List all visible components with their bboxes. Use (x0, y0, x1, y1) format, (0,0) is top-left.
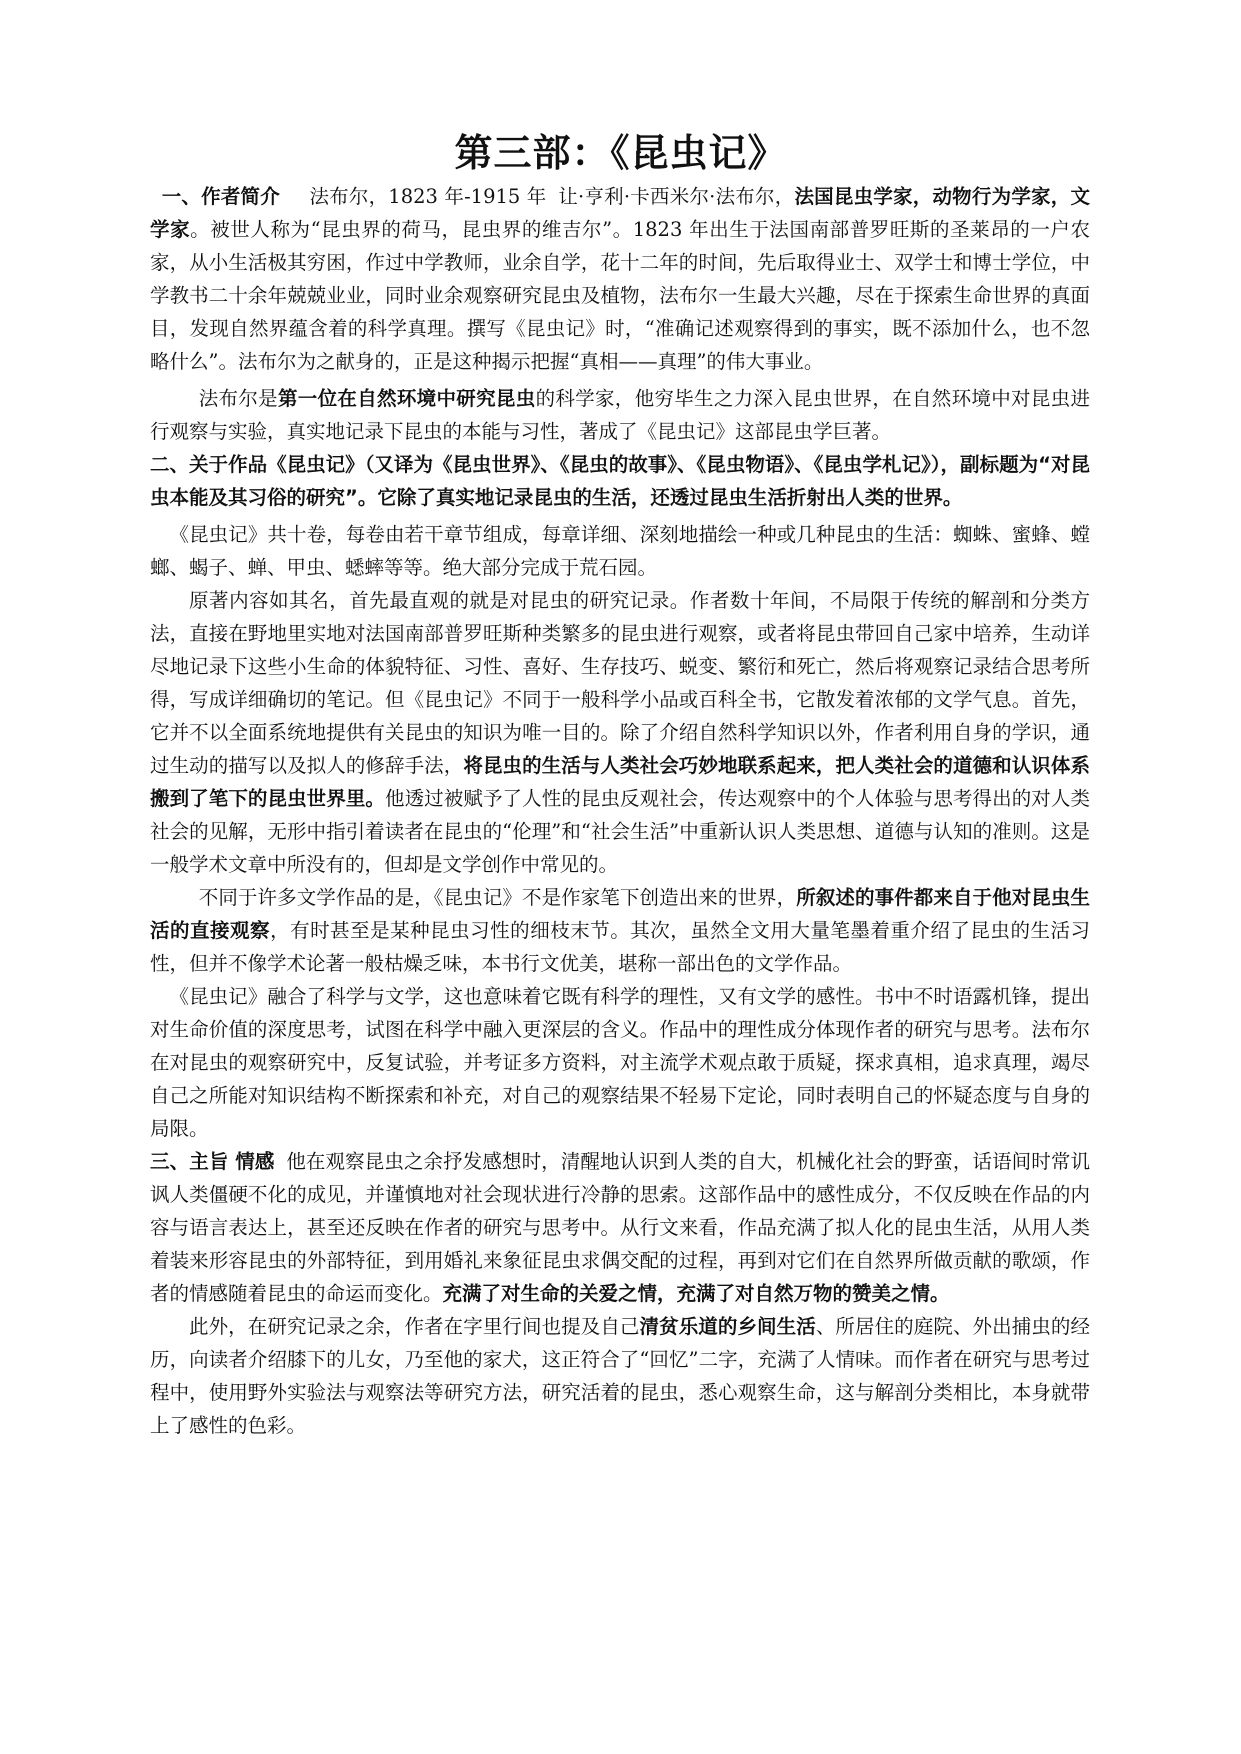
page-title: 第三部：《昆虫记》 (454, 131, 787, 175)
paragraph-country-life (150, 1310, 1090, 1442)
highlight-society-link: 将昆虫的生活与人类社会巧妙地联系起来，把人类社会的道德和认识体系搬到了笔下的昆虫世界里。 (150, 754, 1090, 810)
author-bio-text: 。被世人称为“昆虫界的荷马，昆虫界的维吉尔”。1823 年出生于法国南部普罗旺斯的圣莱昂的一户农家，从小生活极其穷困，作过中学教师，业余自学，花十二年的时间，先后取得业士、双学士和博士学位，中学教书二十余年兢兢业业，同时业余观察研究昆虫及植物，法布尔一生最大兴趣，尽在于探索生命世界的真面目，发现自然界蕴含着的科学真理。撰写《昆虫记》时，“准确记述观察得到的事实，既不添加什么，也不忽略什么”。法布尔为之献身的，正是这种揭示把握“真相——真理”的伟大事业。 (150, 218, 1090, 373)
document-body (150, 180, 1090, 1442)
highlight-love-of-life: 充满了对生命的关爱之情，充满了对自然万物的赞美之情。 (442, 1282, 950, 1305)
author-dates: 法布尔，1823 年-1915 年 (309, 185, 547, 208)
paragraph-text: 、所居住的庭院、外出捕虫的经历，向读者介绍膝下的儿女，乃至他的家犬，这正符合了“回忆”二字，充满了人情味。而作者在研究与思考过程中，使用野外实验法与观察法等研究方法，研究活着的昆虫，悉心观察生命，这与解剖分类相比，本身就带上了感性的色彩。 (150, 1315, 1090, 1437)
section-theme-emotion (150, 1145, 1090, 1310)
paragraph-text: 的科学家，他穷毕生之力深入昆虫世界，在自然环境中对昆虫进行观察与实验，真实地记录下昆虫的本能与习性，著成了《昆虫记》这部昆虫学巨著。 (150, 387, 1090, 443)
paragraph-text: 原著内容如其名，首先最直观的就是对昆虫的研究记录。作者数十年间，不局限于传统的解剖和分类方法，直接在野地里实地对法国南部普罗旺斯种类繁多的昆虫进行观察，或者将昆虫带回自己家中培养，生动详尽地记录下这些小生命的体貌特征、习性、喜好、生存技巧、蜕变、繁衍和死亡，然后将观察记录结合思考所得，写成详细确切的笔记。但《昆虫记》不同于一般科学小品或百科全书，它散发着浓郁的文学气息。首先，它并不以全面系统地提供有关昆虫的知识为唯一目的。除了介绍自然科学知识以外，作者利用自身的学识，通过生动的描写以及拟人的修辞手法， (150, 589, 1090, 777)
highlight-first-researcher: 第一位在自然环境中研究昆虫 (278, 387, 536, 410)
paragraph-text: 不同于许多文学作品的是，《昆虫记》不是作家笔下创造出来的世界， (198, 886, 797, 909)
author-titles-bold: 法国昆虫学家，动物行为学家，文学家 (150, 185, 1090, 241)
highlight-country-life: 清贫乐道的乡间生活 (639, 1315, 816, 1338)
paragraph-volumes: 《昆虫记》共十卷，每卷由若干章节组成，每章详细、深刻地描绘一种或几种昆虫的生活：蜘蛛、蜜蜂、螳螂、蝎子、蝉、甲虫、蟋蟀等等。绝大部分完成于荒石园。 (150, 523, 1090, 579)
paragraph-text: 此外，在研究记录之余，作者在字里行间也提及自己 (189, 1315, 640, 1338)
paragraph-text: ，有时甚至是某种昆虫习性的细枝末节。其次，虽然全文用大量笔墨着重介绍了昆虫的生活习性，但并不像学术论著一般枯燥乏味，本书行文优美，堪称一部出色的文学作品。 (150, 919, 1090, 975)
section-about-work (150, 448, 1090, 514)
section-heading-theme: 三、主旨 情感 (150, 1150, 275, 1173)
work-titles-bold: 《昆虫记》（又译为《昆虫世界》、《昆虫的故事》、《昆虫物语》、《昆虫学札记》），副标题为“对昆虫本能及其习俗的研究”。它除了真实地记录昆虫的生活，还透过昆虫生活折射出人类的世界。 (150, 453, 1090, 509)
paragraph-text: 法布尔是 (198, 387, 278, 410)
paragraph-text: 他在观察昆虫之余抒发感想时，清醒地认识到人类的自大，机械化社会的野蛮，话语间时常讥讽人类僵硬不化的成见，并谨慎地对社会现状进行冷静的思索。这部作品中的感性成分，不仅反映在作品的内容与语言表达上，甚至还反映在作者的研究与思考中。从行文来看，作品充满了拟人化的昆虫生活，从用人类着装来形容昆虫的外部特征，到用婚礼来象征昆虫求偶交配的过程，再到对它们在自然界所做贡献的歌颂，作者的情感随着昆虫的命运而变化。 (150, 1150, 1090, 1305)
section-author-intro (150, 180, 1090, 378)
paragraph-original-content (150, 584, 1090, 881)
highlight-direct-observation: 所叙述的事件都来自于他对昆虫生活的直接观察 (150, 886, 1090, 942)
paragraph-text: 他透过被赋予了人性的昆虫反观社会，传达观察中的个人体验与思考得出的对人类社会的见解，无形中指引着读者在昆虫的“伦理”和“社会生活”中重新认识人类思想、道德与认知的准则。这是一般学术文章中所没有的，但却是文学创作中常见的。 (150, 787, 1090, 876)
paragraph-direct-observation (150, 881, 1090, 980)
paragraph-science-literature: 《昆虫记》融合了科学与文学，这也意味着它既有科学的理性，又有文学的感性。书中不时语露机锋，提出对生命价值的深度思考，试图在科学中融入更深层的含义。作品中的理性成分体现作者的研究与思考。法布尔在对昆虫的观察研究中，反复试验，并考证多方资料，对主流学术观点敢于质疑，探求真相，追求真理，竭尽自己之所能对知识结构不断探索和补充，对自己的观察结果不轻易下定论，同时表明自己的怀疑态度与自身的局限。 (150, 985, 1090, 1140)
section-heading-work: 二、关于作品 (150, 453, 268, 476)
author-fullname: 让·亨利·卡西米尔·法布尔， (558, 185, 795, 208)
paragraph-fabre-first (150, 382, 1090, 448)
section-heading-author: 一、作者简介 (161, 185, 280, 208)
